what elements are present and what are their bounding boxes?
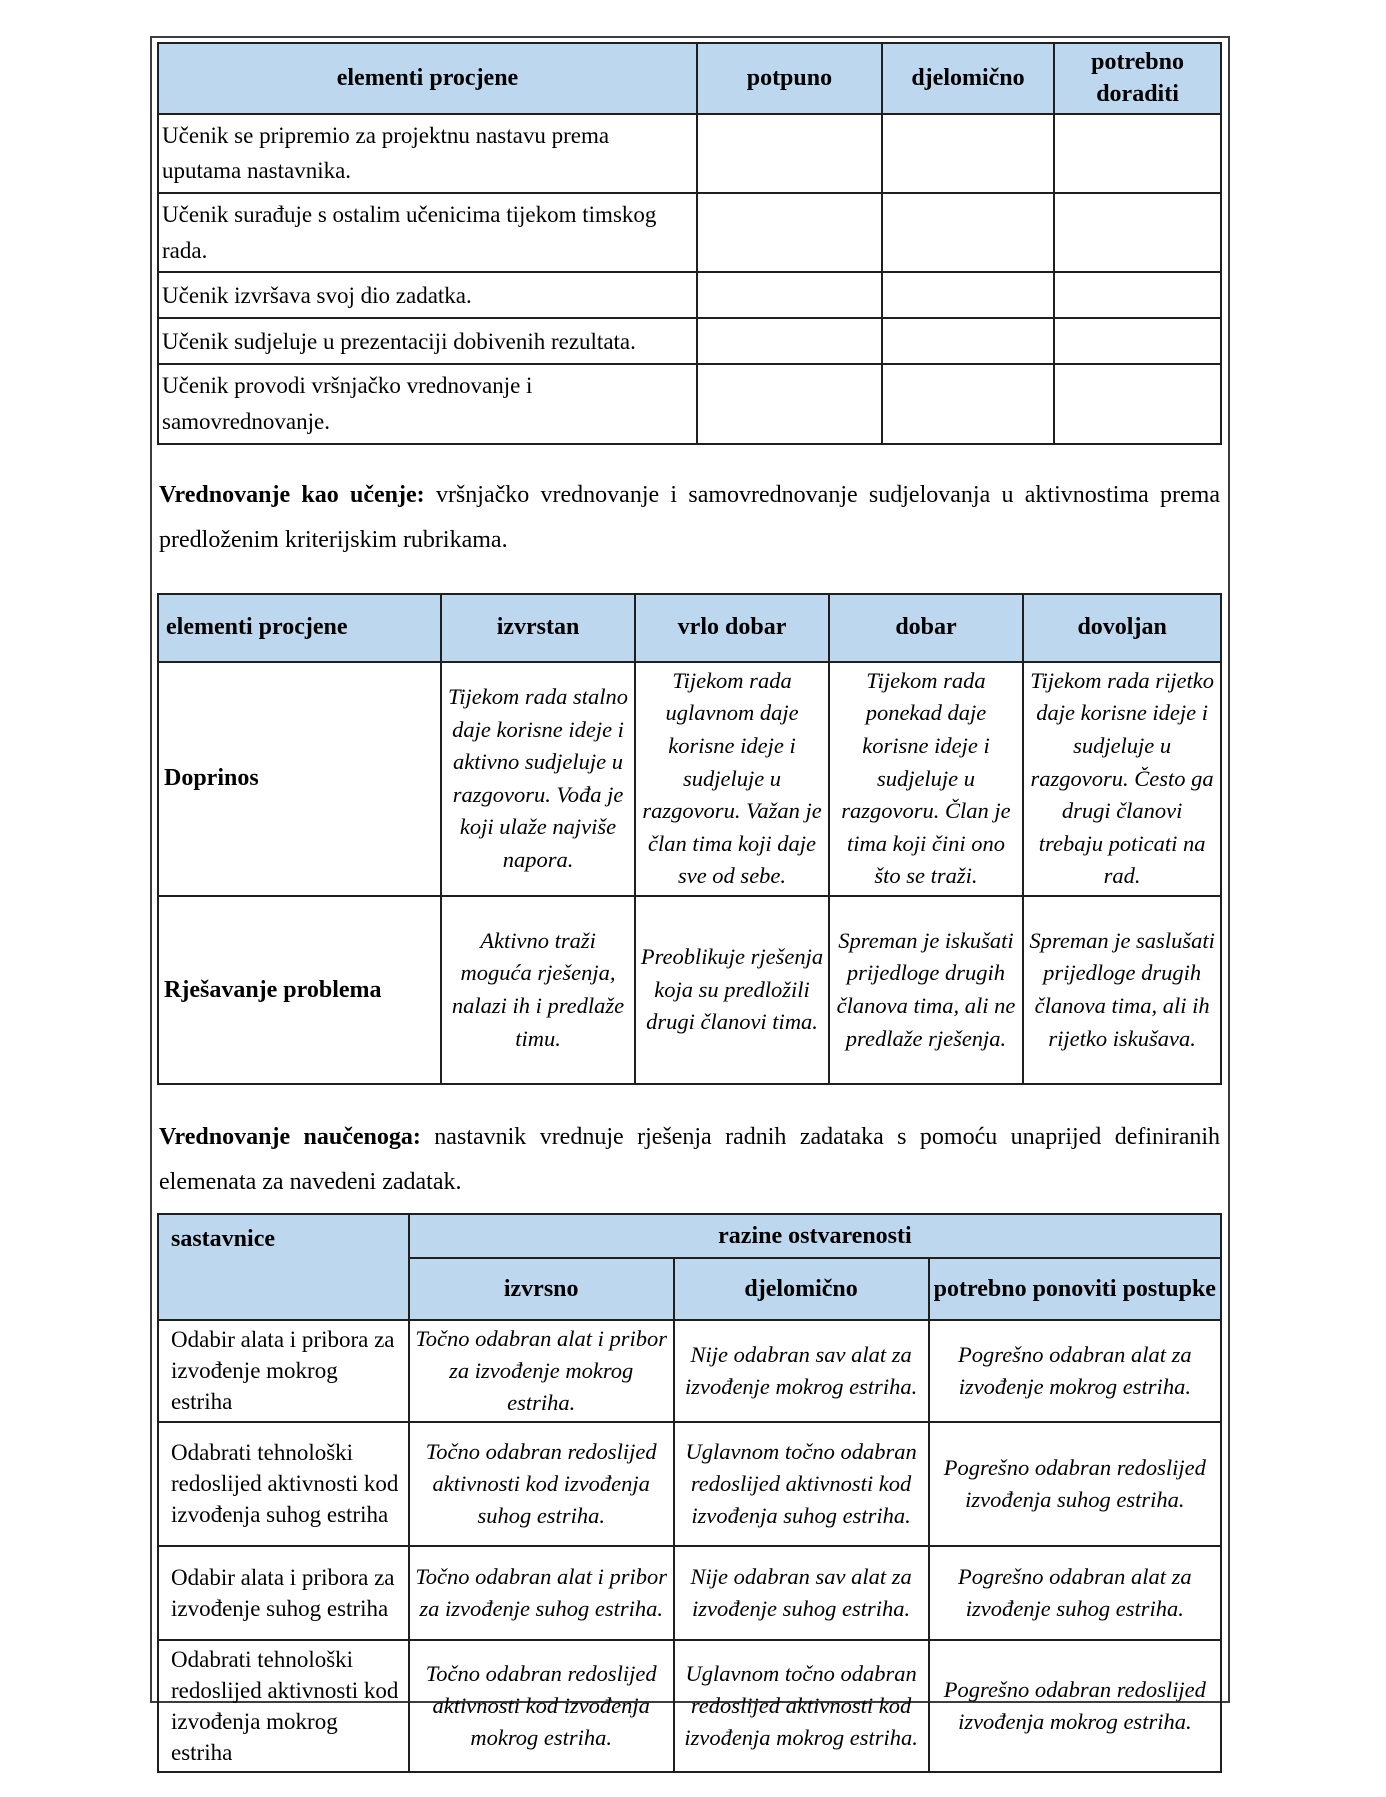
component-label: Odabrati tehnološki redoslijed aktivnosti kod izvođenja suhog estriha [158,1422,409,1546]
levels-header-ponoviti: potrebno ponoviti postupke [929,1258,1221,1320]
level-cell: Pogrešno odabran alat za izvođenje suhog estriha. [929,1546,1221,1640]
table-row [158,1320,1221,1422]
component-label: Odabir alata i pribora za izvođenje mokrog estriha [158,1320,409,1422]
mark-cell-doraditi [1054,114,1221,193]
rubric-cell: Spreman je iskušati prijedloge drugih članova tima, ali ne predlaže rješenja. [829,896,1024,1084]
criterion-cell: Učenik se pripremio za projektnu nastavu prema uputama nastavnika. [158,114,697,193]
level-cell: Pogrešno odabran redoslijed izvođenja mokrog estriha. [929,1640,1221,1772]
rubric-cell: Tijekom rada ponekad daje korisne ideje i sudjeluje u razgovoru. Član je tima koji čini ono što se traži. [829,662,1024,896]
section-intro-vrednovanje-kao-ucenje [159,473,1220,563]
mark-cell-potpuno [697,364,882,443]
level-cell: Točno odabran redoslijed aktivnosti kod izvođenja suhog estriha. [409,1422,674,1546]
rubric-row-label: Doprinos [158,662,441,896]
rubric-row-label: Rješavanje problema [158,896,441,1084]
level-cell: Uglavnom točno odabran redoslijed aktivnosti kod izvođenja suhog estriha. [674,1422,929,1546]
criterion-cell: Učenik izvršava svoj dio zadatka. [158,272,697,318]
levels-header-djelomicno: djelomično [674,1258,929,1320]
mark-cell-potpuno [697,272,882,318]
criterion-cell: Učenik provodi vršnjačko vrednovanje i samovrednovanje. [158,364,697,443]
level-cell: Točno odabran alat i pribor za izvođenje mokrog estriha. [409,1320,674,1422]
rubric-header-izvrstan: izvrstan [441,594,636,662]
paragraph-lead: Vrednovanje naučenoga: [159,1124,421,1150]
mark-cell-potpuno [697,114,882,193]
level-cell: Točno odabran redoslijed aktivnosti kod izvođenja mokrog estriha. [409,1640,674,1772]
checklist-header-potpuno: potpuno [697,43,882,114]
criterion-cell: Učenik sudjeluje u prezentaciji dobivenih rezultata. [158,318,697,364]
table-row [158,318,1221,364]
mark-cell-potpuno [697,318,882,364]
table-row [158,896,1221,1084]
rubric-header-dobar: dobar [829,594,1024,662]
table-row [158,1422,1221,1546]
levels-header-izvrsno: izvrsno [409,1258,674,1320]
table-row [158,662,1221,896]
rubric-cell: Aktivno traži moguća rješenja, nalazi ih i predlaže timu. [441,896,636,1084]
criterion-cell: Učenik surađuje s ostalim učenicima tijekom timskog rada. [158,193,697,272]
rubric-cell: Tijekom rada stalno daje korisne ideje i aktivno sudjeluje u razgovoru. Vođa je koji ulaže najviše napora. [441,662,636,896]
levels-header-sastavnice: sastavnice [158,1214,409,1320]
mark-cell-doraditi [1054,272,1221,318]
mark-cell-djelomicno [882,114,1054,193]
rubric-header-elementi: elementi procjene [158,594,441,662]
level-cell: Pogrešno odabran redoslijed izvođenja suhog estriha. [929,1422,1221,1546]
checklist-header-doraditi: potrebno doraditi [1054,43,1221,114]
paragraph-text: nastavnik vrednuje rješenja radnih zadataka s pomoću unaprijed definiranih elemenata za navedeni zadatak. [159,1124,1221,1195]
checklist-table [157,42,1222,445]
content-frame [150,36,1230,1765]
checklist-header-elementi: elementi procjene [158,43,697,114]
level-cell: Nije odabran sav alat za izvođenje suhog estriha. [674,1546,929,1640]
table-row [158,364,1221,443]
section-intro-vrednovanje-naucenoga [159,1115,1220,1205]
level-cell: Uglavnom točno odabran redoslijed aktivnosti kod izvođenja mokrog estriha. [674,1640,929,1772]
levels-table [157,1213,1222,1773]
rubric-cell: Tijekom rada rijetko daje korisne ideje i sudjeluje u razgovoru. Često ga drugi članovi trebaju poticati na rad. [1023,662,1221,896]
rubric-cell: Spreman je saslušati prijedloge drugih članova tima, ali ih rijetko iskušava. [1023,896,1221,1084]
component-label: Odabir alata i pribora za izvođenje suhog estriha [158,1546,409,1640]
level-cell: Pogrešno odabran alat za izvođenje mokrog estriha. [929,1320,1221,1422]
component-label: Odabrati tehnološki redoslijed aktivnosti kod izvođenja mokrog estriha [158,1640,409,1772]
mark-cell-potpuno [697,193,882,272]
checklist-header-djelomicno: djelomično [882,43,1054,114]
mark-cell-doraditi [1054,318,1221,364]
table-row [158,193,1221,272]
rubric-table [157,593,1222,1085]
mark-cell-djelomicno [882,318,1054,364]
level-cell: Točno odabran alat i pribor za izvođenje suhog estriha. [409,1546,674,1640]
mark-cell-djelomicno [882,193,1054,272]
mark-cell-doraditi [1054,364,1221,443]
table-row [158,1640,1221,1772]
level-cell: Nije odabran sav alat za izvođenje mokrog estriha. [674,1320,929,1422]
rubric-cell: Tijekom rada uglavnom daje korisne ideje i sudjeluje u razgovoru. Važan je član tima koji daje sve od sebe. [635,662,828,896]
paragraph-lead: Vrednovanje kao učenje: [159,481,425,508]
rubric-header-vrlo-dobar: vrlo dobar [635,594,828,662]
paragraph-text: vršnjačko vrednovanje i samovrednovanje sudjelovanja u aktivnostima prema predloženim kriterijskim rubrikama. [159,481,1221,553]
table-row [158,272,1221,318]
mark-cell-djelomicno [882,364,1054,443]
mark-cell-djelomicno [882,272,1054,318]
levels-header-razine: razine ostvarenosti [409,1214,1221,1258]
rubric-cell: Preoblikuje rješenja koja su predložili drugi članovi tima. [635,896,828,1084]
mark-cell-doraditi [1054,193,1221,272]
rubric-header-dovoljan: dovoljan [1023,594,1221,662]
table-row [158,114,1221,193]
table-row [158,1546,1221,1640]
